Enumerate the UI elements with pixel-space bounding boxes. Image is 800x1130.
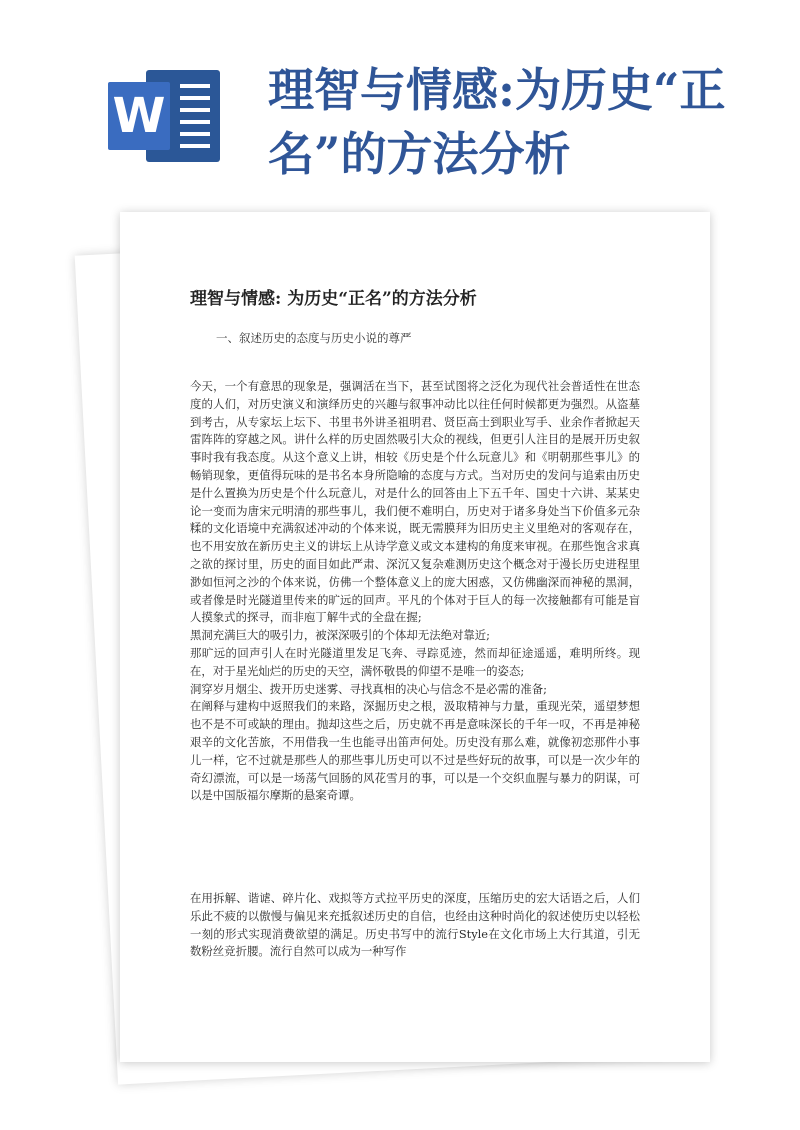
document-title: 理智与情感: 为历史“正名”的方法分析: [190, 289, 477, 309]
word-document-icon-line: [180, 120, 210, 124]
word-document-icon-line: [180, 144, 210, 148]
body-paragraph: 在用拆解、谐谑、碎片化、戏拟等方式拉平历史的深度，压缩历史的宏大话语之后，人们乐此不疲的以傲慢与偏见来充抵叙述历史的自信，也经由这种时尚化的叙述使历史以轻松一刻的形式实现消费欲望的满足。历史书写中的流行Style在文化市场上大行其道，引无数粉丝竞折腰。流行自然可以成为一种写作: [190, 891, 640, 959]
body-paragraph: 今天，一个有意思的现象是，强调活在当下，甚至试图将之泛化为现代社会普适性在世态度的人们，对历史演义和演绎历史的兴趣与叙事冲动比以往任何时候都更为强烈。从盗墓到考古，从专家坛上坛下、书里书外讲圣祖明君、贤臣高士到职业写手、业余作者掀起天雷阵阵的穿越之风。讲什么样的历史固然吸引大众的视线，但更引人注目的是展开历史叙事时我有我态度。从这个意义上讲，相较《历史是个什么玩意儿》和《明朝那些事儿》的畅销现象，更值得玩味的是书名本身所隐喻的态度与方式。当对历史的发问与追索由历史是什么置换为历史是个什么玩意儿，对是什么的回答由上下五千年、国史十六讲、某某史论一变而为唐宋元明清的那些事儿，我们便不难明白，历史对于诸多身处当下价值多元杂糅的文化语境中充满叙述冲动的个体来说，既无需膜拜为旧历史主义里绝对的客观存在，也不用安放在新历史主义的讲坛上从诗学意义或文本建构的角度来审视。在那些饱含求真之欲的探讨里，历史的面目如此严肃、深沉又复杂难测历史这个概念对于漫长历史进程里渺如恒河之沙的个体来说，仿佛一个整体意义上的庞大困惑，又仿佛幽深而神秘的黑洞，或者像是时光隧道里传来的旷远的回声。平凡的个体对于巨人的每一次接触都有可能是盲人摸象式的探寻，而非庖丁解牛式的全盘在握; 黑洞充满巨大的吸引力，被深深吸引的个体却无法绝对靠近; 那旷远的回声引人在时光隧道里发足飞奔、寻踪觅迹，然而却征途遥遥，难明所终。现在，对于星光灿烂的历史的天空，满怀敬畏的仰望不是唯一的姿态; 洞穿岁月烟尘、拨开历史迷雾、寻找真相的决心与信念不是必需的准备; 在阐释与建构中返照我们的来路，深掘历史之根，汲取精神与力量，重现光荣，遥望梦想也不是不可或缺的理由。抛却这些之后，历史就不再是意味深长的千年一叹，不再是神秘艰辛的文化苦旅，不用借我一生也能寻出笛声何处。历史没有那么难，就像初恋那件小事儿一样，它不过就是那些人的那些事儿历史可以不过是些好玩的故事，可以是一次少年的奇幻漂流，可以是一场荡气回肠的风花雪月的事，可以是一个交织血腥与暴力的阴谋，可以是中国版福尔摩斯的悬案奇谭。: [190, 379, 640, 803]
word-document-icon: [108, 70, 220, 162]
word-document-icon-line: [180, 132, 210, 136]
document-page: [120, 212, 710, 1062]
section-heading: 一、叙述历史的态度与历史小说的尊严: [216, 331, 412, 345]
word-document-icon-line: [180, 96, 210, 100]
word-logo-letter: W: [108, 82, 170, 150]
word-document-icon-line: [180, 84, 210, 88]
page-title: 理智与情感:为历史“正名”的方法分析: [268, 63, 726, 181]
header: [0, 0, 800, 200]
word-document-icon-line: [180, 108, 210, 112]
